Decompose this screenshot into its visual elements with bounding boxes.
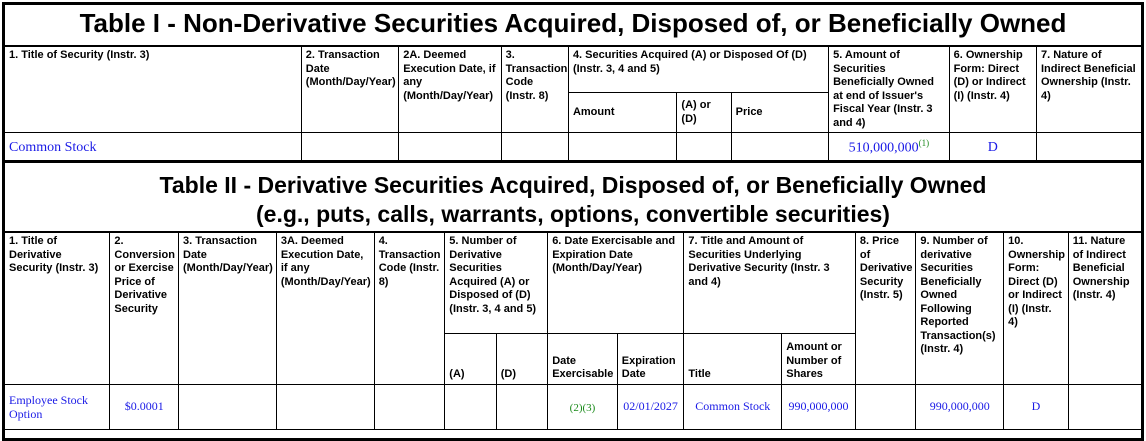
t2-header-underlying-title: Title [684, 333, 782, 384]
t2-cell-price: $0.0001 [110, 384, 179, 429]
t2-header-underlying-securities: 7. Title and Amount of Securities Underlying Derivative Security (Instr. 3 and 4) [684, 233, 855, 334]
t1-cell-empty [731, 133, 828, 163]
t1-header-title-of-security: 1. Title of Security (Instr. 3) [5, 47, 301, 133]
t2-cell-underlying-amount: 990,000,000 [782, 384, 856, 429]
t1-cell-empty [568, 133, 676, 163]
t1-header-transaction-code: 3. Transaction Code (Instr. 8) [501, 47, 568, 133]
footnote-link[interactable]: (2)(3) [569, 401, 596, 414]
t2-cell-ownership: D [1004, 384, 1069, 429]
t2-header-date-exercisable: 6. Date Exercisable and Expiration Date (Month/Day/Year) [548, 233, 684, 334]
t2-cell-date-exercisable [548, 384, 618, 429]
t2-header-number-owned: 9. Number of derivative Securities Beneficially Owned Following Reported Transaction(s) (Instr. 4) [916, 233, 1004, 385]
t2-header-price: 8. Price of Derivative Security (Instr. 5) [855, 233, 916, 385]
table-1-frame [2, 2, 1144, 163]
t1-cell-empty [399, 133, 501, 163]
t2-header-title: 1. Title of Derivative Security (Instr. 3) [5, 233, 110, 385]
t2-header-number-of-securities: 5. Number of Derivative Securities Acquired (A) or Disposed of (D) (Instr. 3, 4 and 5) [445, 233, 548, 334]
t1-header-ownership-form: 6. Ownership Form: Direct (D) or Indirect (I) (Instr. 4) [949, 47, 1036, 133]
t2-header-nature-of-ownership: 11. Nature of Indirect Beneficial Ownership (Instr. 4) [1068, 233, 1141, 385]
t1-cell-empty [501, 133, 568, 163]
table-row [5, 384, 1141, 429]
table-2-title [5, 163, 1141, 232]
t1-header-a-or-d: (A) or (D) [677, 93, 731, 133]
t2-header-transaction-date: 3. Transaction Date (Month/Day/Year) [179, 233, 277, 385]
table-row [5, 133, 1141, 163]
t2-cell-empty [855, 384, 916, 429]
t1-cell-empty [677, 133, 731, 163]
t2-header-acquired: (A) [445, 333, 496, 384]
table-2-title-line2: (e.g., puts, calls, warrants, options, convertible securities) [256, 201, 890, 227]
t2-cell-empty [179, 384, 277, 429]
t2-cell-expiration: 02/01/2027 [617, 384, 684, 429]
t1-header-price: Price [731, 93, 828, 133]
t1-cell-ownership: D [949, 133, 1036, 163]
t2-header-conversion-price: 2. Conversion or Exercise Price of Derivative Security [110, 233, 179, 385]
t1-header-amount-owned: 5. Amount of Securities Beneficially Owned at end of Issuer's Fiscal Year (Instr. 3 and 4) [829, 47, 950, 133]
t1-cell-empty [301, 133, 398, 163]
t1-header-nature-of-ownership: 7. Nature of Indirect Beneficial Ownership (Instr. 4) [1036, 47, 1141, 133]
t2-header-exercisable: Date Exercisable [548, 333, 618, 384]
t2-header-disposed: (D) [496, 333, 547, 384]
t2-cell-underlying-title: Common Stock [684, 384, 782, 429]
t2-header-expiration: Expiration Date [617, 333, 684, 384]
footnote-link[interactable]: (1) [918, 138, 930, 149]
table-1-title: Table I - Non-Derivative Securities Acquired, Disposed of, or Beneficially Owned [5, 5, 1141, 46]
t2-cell-empty [374, 384, 445, 429]
t2-header-ownership-form: 10. Ownership Form: Direct (D) or Indirect (I) (Instr. 4) [1004, 233, 1069, 385]
t2-cell-empty [445, 384, 496, 429]
table-2-title-line1: Table II - Derivative Securities Acquired, Disposed of, or Beneficially Owned [159, 172, 987, 198]
t1-cell-amount-owned [829, 133, 950, 163]
table-1 [5, 46, 1141, 163]
t1-header-transaction-date: 2. Transaction Date (Month/Day/Year) [301, 47, 398, 133]
t1-header-deemed-execution-date: 2A. Deemed Execution Date, if any (Month/Day/Year) [399, 47, 501, 133]
t2-header-underlying-amount: Amount or Number of Shares [782, 333, 856, 384]
t1-amount-value: 510,000,000 [848, 140, 919, 156]
t2-cell-empty [276, 384, 374, 429]
table-2 [5, 232, 1141, 430]
t1-header-amount: Amount [568, 93, 676, 133]
t2-cell-number-owned: 990,000,000 [916, 384, 1004, 429]
t2-header-deemed-execution-date: 3A. Deemed Execution Date, if any (Month/Day/Year) [276, 233, 374, 385]
t2-header-transaction-code: 4. Transaction Code (Instr. 8) [374, 233, 445, 385]
table-2-frame [2, 160, 1144, 441]
t1-cell-empty [1036, 133, 1141, 163]
t2-cell-empty [496, 384, 547, 429]
t2-cell-empty [1068, 384, 1141, 429]
t2-cell-title[interactable]: Employee Stock Option [5, 384, 110, 429]
t1-header-securities-acquired: 4. Securities Acquired (A) or Disposed Of (D) (Instr. 3, 4 and 5) [568, 47, 828, 93]
t1-cell-title[interactable]: Common Stock [5, 133, 301, 163]
